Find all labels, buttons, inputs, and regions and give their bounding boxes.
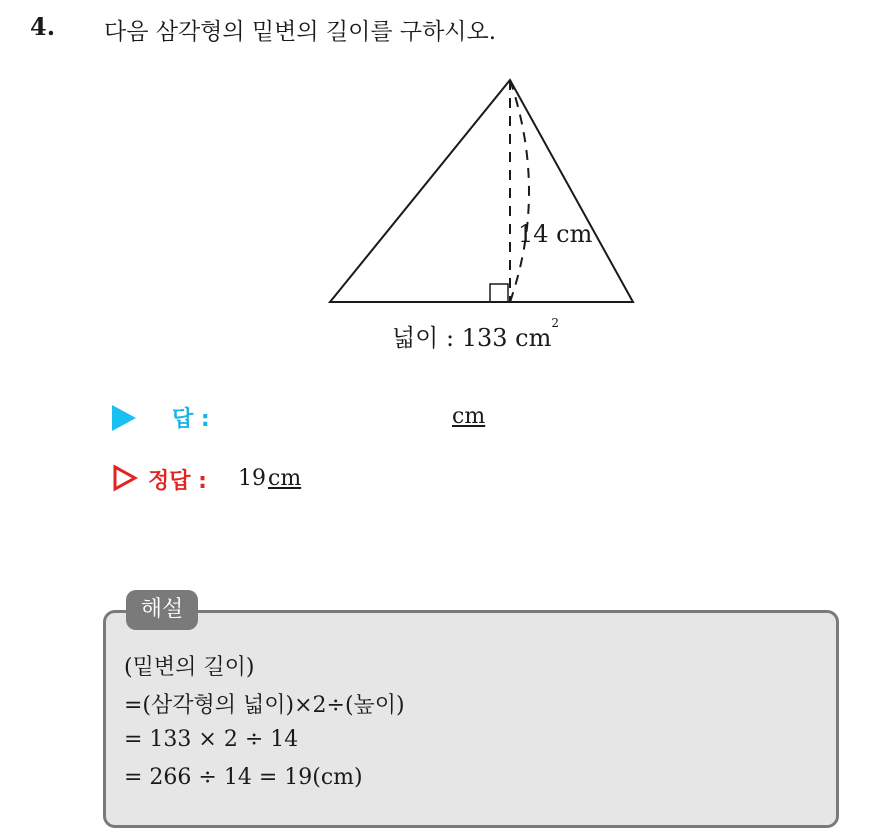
solution-box bbox=[103, 610, 839, 828]
area-text: 넓이 : 133 cm bbox=[392, 324, 552, 352]
correct-number: 19 bbox=[238, 466, 266, 491]
correct-unit: cm bbox=[268, 466, 302, 491]
answer-row bbox=[112, 402, 532, 436]
height-arc bbox=[510, 80, 529, 302]
solution-line-4: = 266 ÷ 14 = 19(cm) bbox=[124, 765, 363, 790]
question-number: 4. bbox=[30, 12, 56, 41]
play-triangle-icon bbox=[112, 405, 136, 431]
question-text: 다음 삼각형의 밑변의 길이를 구하시오. bbox=[104, 19, 497, 45]
answer-unit: cm bbox=[452, 404, 486, 429]
triangle-shape bbox=[330, 80, 633, 302]
solution-tab: 해설 bbox=[126, 590, 198, 630]
area-superscript: 2 bbox=[551, 316, 559, 330]
solution-line-3: = 133 × 2 ÷ 14 bbox=[124, 727, 299, 752]
right-angle-mark bbox=[490, 284, 508, 302]
correct-label: 정답 : bbox=[148, 469, 207, 494]
correct-answer-row bbox=[112, 462, 532, 496]
outline-triangle-icon bbox=[112, 464, 138, 492]
correct-value bbox=[238, 466, 301, 491]
solution-line-2: =(삼각형의 넓이)×2÷(높이) bbox=[124, 693, 405, 718]
triangle-figure bbox=[320, 72, 650, 352]
height-label: 14 cm bbox=[518, 220, 593, 248]
solution-line-1: (밑변의 길이) bbox=[124, 655, 255, 680]
area-label bbox=[392, 318, 559, 353]
answer-label: 답 : bbox=[172, 407, 210, 432]
triangle-diagram bbox=[320, 72, 650, 352]
